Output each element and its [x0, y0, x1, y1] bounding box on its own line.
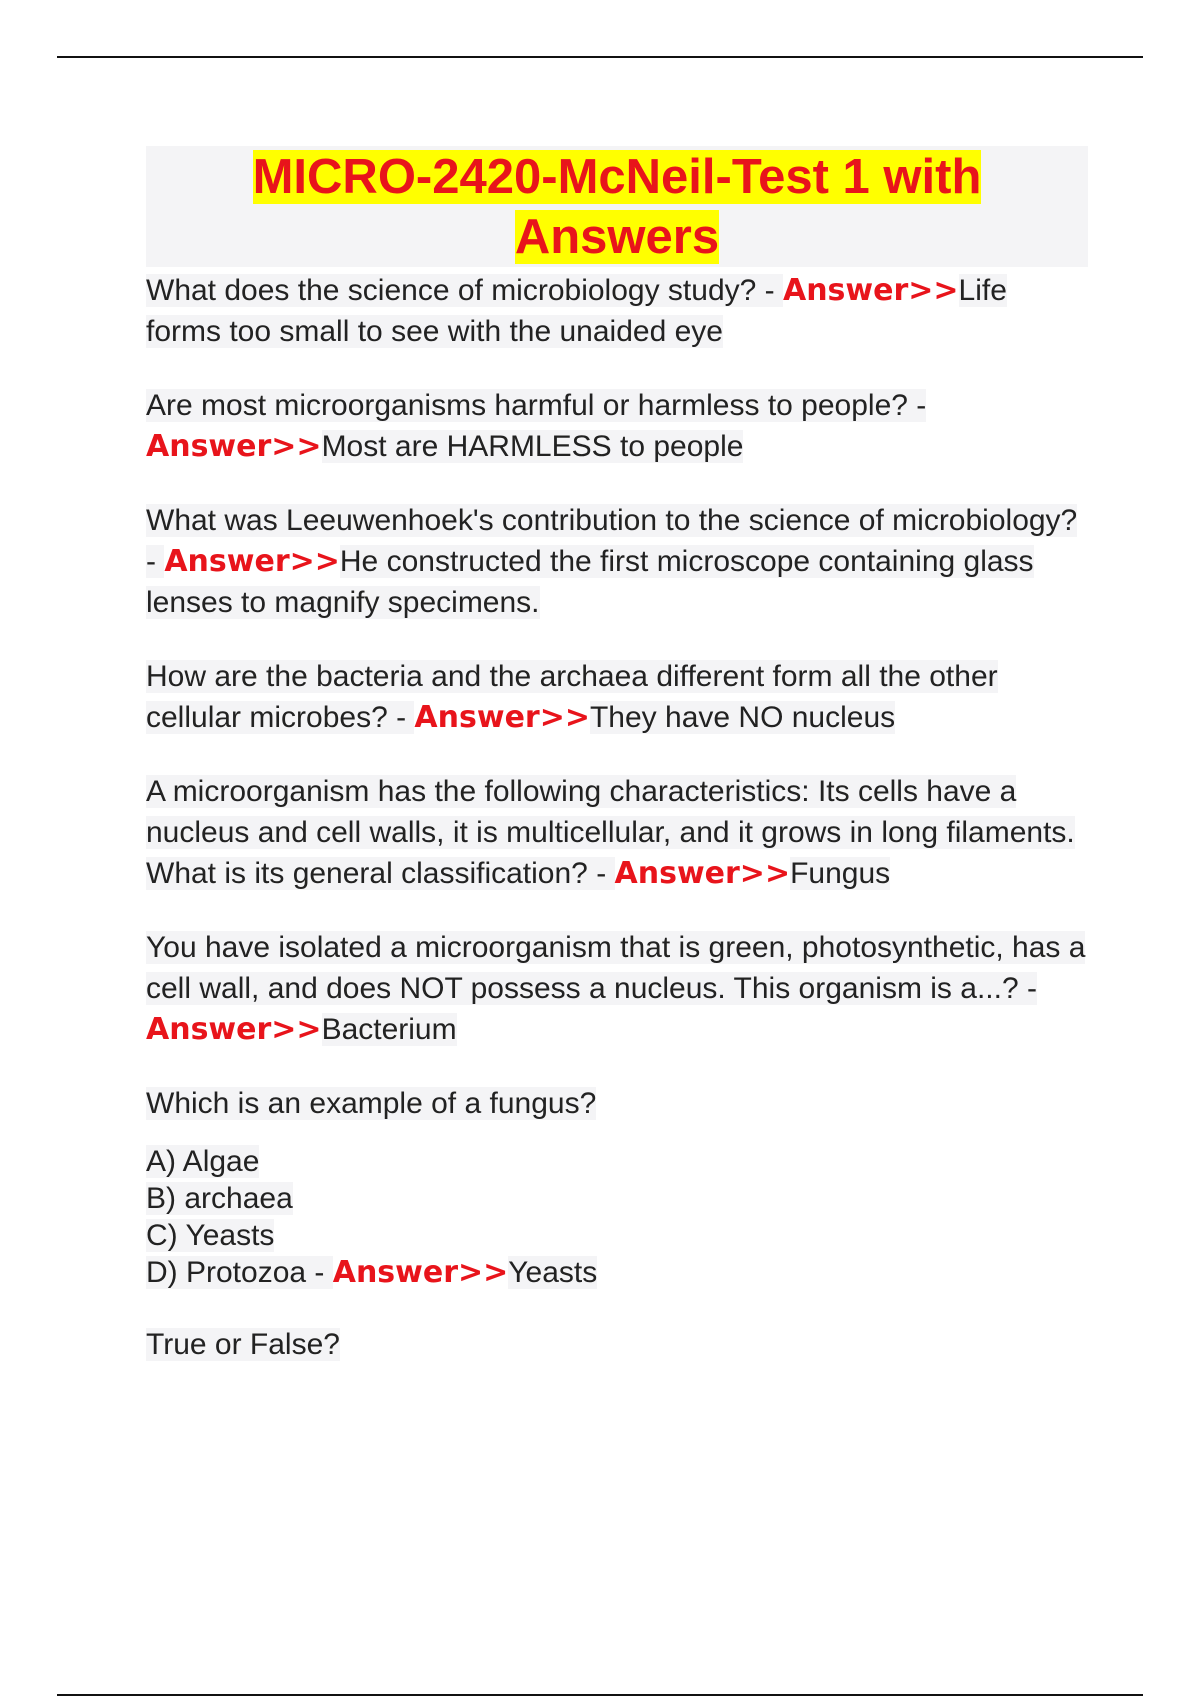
answer-marker: Answer>>: [782, 273, 959, 308]
trailing-question: True or False?: [146, 1328, 340, 1361]
title-block: [146, 146, 1088, 267]
answer-text: Fungus: [790, 857, 891, 890]
question-text: What was Leeuwenhoek's contribution to the science of microbiology? -: [146, 504, 1078, 578]
qa-item-3: [146, 500, 1088, 623]
document-title: MICRO-2420-McNeil-Test 1 with Answers: [252, 150, 982, 264]
answer-text: They have NO nucleus: [589, 701, 896, 734]
qa-item-5: [146, 771, 1088, 894]
question-text: How are the bacteria and the archaea different form all the other cellular microbes? -: [146, 660, 998, 734]
answer-text: Most are HARMLESS to people: [321, 430, 744, 463]
mc-option: D) Protozoa - Answer>>Yeasts: [146, 1255, 598, 1290]
question-text: What does the science of microbiology study? -: [146, 274, 783, 307]
answer-marker: Answer>>: [164, 544, 340, 579]
answer-marker: Answer>>: [146, 1012, 322, 1047]
qa-item-2: [146, 385, 1088, 467]
mc-option: A) Algae: [146, 1145, 260, 1178]
answer-text: Life forms too small to see with the unaided eye: [146, 274, 1007, 348]
answer-marker: Answer>>: [332, 1255, 509, 1290]
qa-item-1: [146, 270, 1088, 352]
question-text: A microorganism has the following characteristics: Its cells have a nucleus and cell walls, it is multicellular, and it grows in long filaments. What is its general classification? -: [146, 775, 1075, 890]
answer-marker: Answer>>: [614, 856, 791, 891]
bottom-rule: [57, 1694, 1143, 1696]
question-text: You have isolated a microorganism that is green, photosynthetic, has a cell wall, and does NOT possess a nucleus. This organism is a...? -: [146, 931, 1086, 1005]
answer-text: He constructed the first microscope containing glass lenses to magnify specimens.: [146, 545, 1034, 619]
answer-marker: Answer>>: [146, 429, 322, 464]
mc-option: C) Yeasts: [146, 1219, 275, 1252]
mc-option: B) archaea: [146, 1182, 293, 1215]
qa-item-6: [146, 927, 1088, 1050]
answer-text: Bacterium: [321, 1013, 457, 1046]
mc-question-text: Which is an example of a fungus?: [146, 1087, 597, 1120]
question-text: Are most microorganisms harmful or harmless to people? -: [146, 389, 927, 422]
mc-question: [146, 1083, 1088, 1124]
mc-options: [146, 1143, 1088, 1291]
top-rule: [57, 56, 1143, 58]
answer-marker: Answer>>: [414, 700, 590, 735]
document-body: [146, 146, 1088, 1365]
qa-item-4: [146, 656, 1088, 738]
mc-answer-text: Yeasts: [508, 1256, 598, 1289]
